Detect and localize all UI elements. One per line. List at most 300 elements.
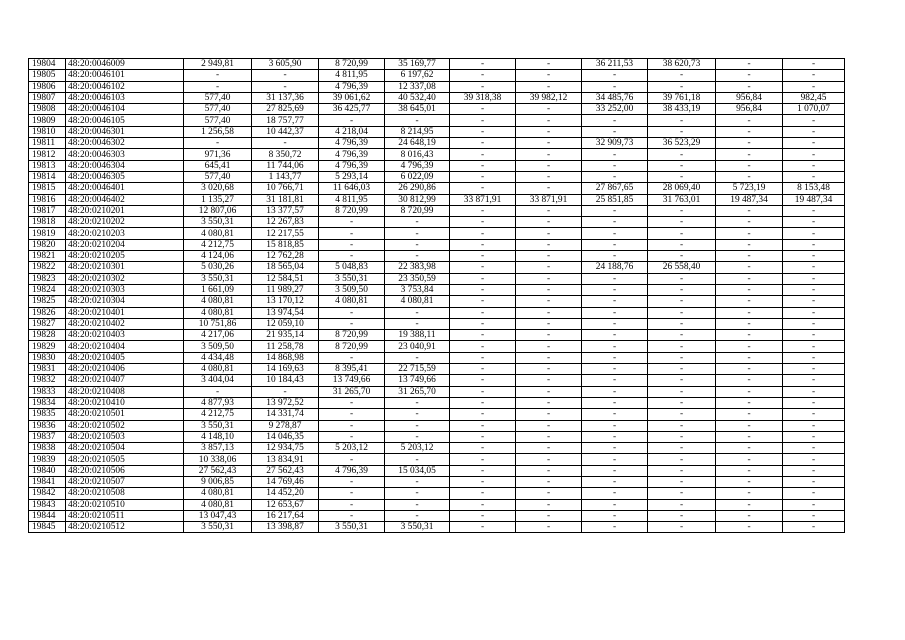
cadastral-code-cell: 48:20:0210406 (66, 364, 184, 375)
value-col-8-cell: - (648, 375, 716, 386)
row-number-cell: 19819 (29, 228, 66, 239)
row-number-cell: 19833 (29, 386, 66, 397)
value-col-1-cell: 1 661,09 (184, 284, 252, 295)
value-col-3-cell: - (319, 228, 385, 239)
row-number-cell: 19840 (29, 465, 66, 476)
table-row (29, 59, 845, 70)
value-col-10-cell: - (783, 352, 845, 363)
value-col-2-cell: 12 584,51 (252, 273, 319, 284)
value-col-8-cell: - (648, 443, 716, 454)
value-col-10-cell: - (783, 149, 845, 160)
value-col-6-cell: - (516, 476, 582, 487)
value-col-1-cell: 9 006,85 (184, 476, 252, 487)
table-row (29, 522, 845, 533)
value-col-3-cell: - (319, 397, 385, 408)
value-col-5-cell: - (450, 70, 516, 81)
value-col-3-cell: 39 061,62 (319, 92, 385, 103)
table-row (29, 364, 845, 375)
row-number-cell: 19832 (29, 375, 66, 386)
value-col-10-cell: - (783, 81, 845, 92)
value-col-8-cell: - (648, 284, 716, 295)
value-col-7-cell: 25 851,85 (582, 194, 648, 205)
value-col-1-cell: 10 751,86 (184, 318, 252, 329)
value-col-6-cell: - (516, 251, 582, 262)
table-row (29, 160, 845, 171)
value-col-4-cell: 8 720,99 (385, 205, 450, 216)
value-col-4-cell: - (385, 431, 450, 442)
value-col-8-cell: 31 763,01 (648, 194, 716, 205)
value-col-1-cell: 1 135,27 (184, 194, 252, 205)
value-col-1-cell: 10 338,06 (184, 454, 252, 465)
value-col-5-cell: - (450, 397, 516, 408)
value-col-3-cell: 4 796,39 (319, 81, 385, 92)
table-row (29, 126, 845, 137)
value-col-3-cell: - (319, 409, 385, 420)
value-col-2-cell: 10 442,37 (252, 126, 319, 137)
value-col-1-cell: 4 080,81 (184, 228, 252, 239)
value-col-2-cell: 13 170,12 (252, 296, 319, 307)
cadastral-code-cell: 48:20:0046401 (66, 183, 184, 194)
row-number-cell: 19841 (29, 476, 66, 487)
value-col-2-cell: 11 989,27 (252, 284, 319, 295)
value-col-1-cell: 5 030,26 (184, 262, 252, 273)
table-row (29, 307, 845, 318)
value-col-7-cell: 34 485,76 (582, 92, 648, 103)
row-number-cell: 19824 (29, 284, 66, 295)
value-col-6-cell: - (516, 104, 582, 115)
value-col-7-cell: - (582, 239, 648, 250)
value-col-3-cell: 8 720,99 (319, 341, 385, 352)
cadastral-code-cell: 48:20:0210505 (66, 454, 184, 465)
value-col-3-cell: - (319, 431, 385, 442)
value-col-9-cell: - (716, 205, 783, 216)
value-col-8-cell: - (648, 228, 716, 239)
value-col-5-cell: - (450, 205, 516, 216)
value-col-9-cell: - (716, 318, 783, 329)
cadastral-code-cell: 48:20:0210303 (66, 284, 184, 295)
value-col-5-cell: 39 318,38 (450, 92, 516, 103)
table-body (29, 59, 845, 533)
row-number-cell: 19814 (29, 171, 66, 182)
value-col-1-cell: 12 807,06 (184, 205, 252, 216)
value-col-4-cell: 12 337,08 (385, 81, 450, 92)
cadastral-code-cell: 48:20:0210508 (66, 488, 184, 499)
value-col-6-cell: - (516, 296, 582, 307)
cadastral-code-cell: 48:20:0210304 (66, 296, 184, 307)
row-number-cell: 19839 (29, 454, 66, 465)
row-number-cell: 19805 (29, 70, 66, 81)
value-col-7-cell: - (582, 510, 648, 521)
value-col-9-cell: - (716, 217, 783, 228)
row-number-cell: 19838 (29, 443, 66, 454)
value-col-1-cell: 3 550,31 (184, 217, 252, 228)
value-col-6-cell: 39 982,12 (516, 92, 582, 103)
value-col-8-cell: - (648, 352, 716, 363)
table-row (29, 183, 845, 194)
row-number-cell: 19820 (29, 239, 66, 250)
value-col-4-cell: 26 290,86 (385, 183, 450, 194)
value-col-3-cell: 4 796,39 (319, 160, 385, 171)
value-col-10-cell: 8 153,48 (783, 183, 845, 194)
value-col-10-cell: - (783, 454, 845, 465)
value-col-1-cell: 4 080,81 (184, 296, 252, 307)
value-col-7-cell: - (582, 318, 648, 329)
value-col-1-cell: 4 212,75 (184, 409, 252, 420)
row-number-cell: 19843 (29, 499, 66, 510)
value-col-8-cell: - (648, 115, 716, 126)
value-col-8-cell: - (648, 409, 716, 420)
value-col-4-cell: 4 080,81 (385, 296, 450, 307)
cadastral-code-cell: 48:20:0210405 (66, 352, 184, 363)
value-col-6-cell: - (516, 454, 582, 465)
table-row (29, 476, 845, 487)
table-row (29, 341, 845, 352)
value-col-4-cell: 22 383,98 (385, 262, 450, 273)
value-col-9-cell: - (716, 284, 783, 295)
value-col-3-cell: 5 293,14 (319, 171, 385, 182)
row-number-cell: 19823 (29, 273, 66, 284)
value-col-4-cell: - (385, 476, 450, 487)
value-col-9-cell: - (716, 307, 783, 318)
value-col-2-cell: 11 258,78 (252, 341, 319, 352)
value-col-8-cell: - (648, 431, 716, 442)
value-col-10-cell: - (783, 510, 845, 521)
cadastral-code-cell: 48:20:0210205 (66, 251, 184, 262)
value-col-3-cell: 13 749,66 (319, 375, 385, 386)
value-col-6-cell: - (516, 443, 582, 454)
value-col-7-cell: - (582, 330, 648, 341)
value-col-9-cell: - (716, 160, 783, 171)
value-col-4-cell: 23 040,91 (385, 341, 450, 352)
value-col-2-cell: 3 605,90 (252, 59, 319, 70)
value-col-7-cell: - (582, 115, 648, 126)
value-col-7-cell: - (582, 341, 648, 352)
value-col-8-cell: - (648, 296, 716, 307)
cadastral-code-cell: 48:20:0210502 (66, 420, 184, 431)
value-col-2-cell: 31 137,36 (252, 92, 319, 103)
value-col-7-cell: - (582, 296, 648, 307)
value-col-2-cell: 12 653,67 (252, 499, 319, 510)
cadastral-code-cell: 48:20:0210402 (66, 318, 184, 329)
value-col-4-cell: 40 532,40 (385, 92, 450, 103)
value-col-8-cell: 38 620,73 (648, 59, 716, 70)
value-col-8-cell: - (648, 386, 716, 397)
value-col-6-cell: - (516, 386, 582, 397)
value-col-2-cell: 12 267,83 (252, 217, 319, 228)
value-col-3-cell: - (319, 476, 385, 487)
value-col-2-cell: 27 825,69 (252, 104, 319, 115)
value-col-5-cell: - (450, 443, 516, 454)
value-col-10-cell: - (783, 59, 845, 70)
value-col-2-cell: 18 565,04 (252, 262, 319, 273)
value-col-3-cell: 4 796,39 (319, 149, 385, 160)
value-col-7-cell: 32 909,73 (582, 138, 648, 149)
value-col-3-cell: - (319, 251, 385, 262)
value-col-6-cell: - (516, 273, 582, 284)
value-col-2-cell: 12 934,75 (252, 443, 319, 454)
value-col-1-cell: 3 404,04 (184, 375, 252, 386)
value-col-1-cell: 4 877,93 (184, 397, 252, 408)
value-col-5-cell: - (450, 171, 516, 182)
value-col-4-cell: 13 749,66 (385, 375, 450, 386)
value-col-6-cell: - (516, 499, 582, 510)
value-col-4-cell: 8 214,95 (385, 126, 450, 137)
value-col-2-cell: 16 217,64 (252, 510, 319, 521)
value-col-7-cell: 27 867,65 (582, 183, 648, 194)
value-col-9-cell: - (716, 499, 783, 510)
value-col-8-cell: - (648, 499, 716, 510)
value-col-10-cell: - (783, 318, 845, 329)
row-number-cell: 19828 (29, 330, 66, 341)
value-col-6-cell: - (516, 262, 582, 273)
table-row (29, 431, 845, 442)
value-col-1-cell: 3 550,31 (184, 273, 252, 284)
value-col-8-cell: 26 558,40 (648, 262, 716, 273)
value-col-8-cell: - (648, 522, 716, 533)
table-row (29, 499, 845, 510)
value-col-9-cell: - (716, 510, 783, 521)
value-col-3-cell: - (319, 352, 385, 363)
cadastral-code-cell: 48:20:0210410 (66, 397, 184, 408)
table-row (29, 488, 845, 499)
value-col-9-cell: - (716, 70, 783, 81)
value-col-3-cell: - (319, 420, 385, 431)
value-col-7-cell: 36 211,53 (582, 59, 648, 70)
row-number-cell: 19826 (29, 307, 66, 318)
value-col-2-cell: 13 377,57 (252, 205, 319, 216)
value-col-10-cell: - (783, 443, 845, 454)
value-col-6-cell: - (516, 352, 582, 363)
value-col-3-cell: - (319, 115, 385, 126)
value-col-3-cell: 4 218,04 (319, 126, 385, 137)
value-col-7-cell: - (582, 284, 648, 295)
value-col-7-cell: 33 252,00 (582, 104, 648, 115)
value-col-9-cell: - (716, 171, 783, 182)
row-number-cell: 19830 (29, 352, 66, 363)
value-col-1-cell: 2 949,81 (184, 59, 252, 70)
row-number-cell: 19809 (29, 115, 66, 126)
row-number-cell: 19808 (29, 104, 66, 115)
value-col-2-cell: 12 762,28 (252, 251, 319, 262)
value-col-9-cell: - (716, 251, 783, 262)
value-col-9-cell: - (716, 364, 783, 375)
table-row (29, 251, 845, 262)
value-col-8-cell: - (648, 476, 716, 487)
value-col-5-cell: - (450, 307, 516, 318)
value-col-8-cell: - (648, 510, 716, 521)
value-col-6-cell: - (516, 307, 582, 318)
value-col-5-cell: - (450, 375, 516, 386)
cadastral-code-cell: 48:20:0210510 (66, 499, 184, 510)
value-col-2-cell: 14 452,20 (252, 488, 319, 499)
value-col-2-cell: 14 169,63 (252, 364, 319, 375)
cadastral-code-cell: 48:20:0046104 (66, 104, 184, 115)
value-col-4-cell: - (385, 239, 450, 250)
value-col-5-cell: - (450, 296, 516, 307)
value-col-7-cell: - (582, 149, 648, 160)
value-col-5-cell: - (450, 104, 516, 115)
value-col-5-cell: - (450, 183, 516, 194)
value-col-6-cell: - (516, 431, 582, 442)
value-col-2-cell: 18 757,77 (252, 115, 319, 126)
value-col-4-cell: - (385, 409, 450, 420)
value-col-7-cell: - (582, 522, 648, 533)
row-number-cell: 19844 (29, 510, 66, 521)
value-col-9-cell: - (716, 239, 783, 250)
cadastral-code-cell: 48:20:0046009 (66, 59, 184, 70)
value-col-6-cell: - (516, 59, 582, 70)
value-col-1-cell: 3 020,68 (184, 183, 252, 194)
value-col-10-cell: - (783, 262, 845, 273)
row-number-cell: 19811 (29, 138, 66, 149)
value-col-6-cell: - (516, 465, 582, 476)
row-number-cell: 19827 (29, 318, 66, 329)
value-col-9-cell: - (716, 522, 783, 533)
value-col-4-cell: - (385, 352, 450, 363)
value-col-9-cell: - (716, 296, 783, 307)
value-col-10-cell: - (783, 251, 845, 262)
value-col-5-cell: - (450, 217, 516, 228)
value-col-3-cell: 5 048,83 (319, 262, 385, 273)
value-col-9-cell: - (716, 431, 783, 442)
cadastral-code-cell: 48:20:0210204 (66, 239, 184, 250)
value-col-6-cell: - (516, 138, 582, 149)
value-col-2-cell: 9 278,87 (252, 420, 319, 431)
value-col-1-cell: 577,40 (184, 104, 252, 115)
value-col-8-cell: - (648, 330, 716, 341)
value-col-10-cell: - (783, 499, 845, 510)
value-col-9-cell: - (716, 115, 783, 126)
value-col-9-cell: - (716, 262, 783, 273)
value-col-8-cell: - (648, 239, 716, 250)
value-col-9-cell: - (716, 375, 783, 386)
table-row (29, 273, 845, 284)
row-number-cell: 19834 (29, 397, 66, 408)
cadastral-code-cell: 48:20:0046103 (66, 92, 184, 103)
value-col-2-cell: 31 181,81 (252, 194, 319, 205)
value-col-6-cell: - (516, 239, 582, 250)
value-col-5-cell: - (450, 465, 516, 476)
value-col-3-cell: - (319, 239, 385, 250)
value-col-2-cell: 13 974,54 (252, 307, 319, 318)
value-col-3-cell: 8 395,41 (319, 364, 385, 375)
value-col-9-cell: - (716, 273, 783, 284)
value-col-10-cell: - (783, 284, 845, 295)
row-number-cell: 19804 (29, 59, 66, 70)
value-col-8-cell: 38 433,19 (648, 104, 716, 115)
value-col-2-cell: 14 868,98 (252, 352, 319, 363)
value-col-3-cell: 11 646,03 (319, 183, 385, 194)
value-col-3-cell: 4 796,39 (319, 465, 385, 476)
value-col-6-cell: - (516, 160, 582, 171)
table-row (29, 465, 845, 476)
value-col-1-cell: 577,40 (184, 115, 252, 126)
value-col-10-cell: - (783, 522, 845, 533)
value-col-4-cell: 23 350,59 (385, 273, 450, 284)
cadastral-code-cell: 48:20:0210501 (66, 409, 184, 420)
value-col-6-cell: - (516, 70, 582, 81)
value-col-6-cell: - (516, 115, 582, 126)
value-col-8-cell: - (648, 420, 716, 431)
value-col-2-cell: 11 744,06 (252, 160, 319, 171)
table-row (29, 217, 845, 228)
value-col-1-cell: 27 562,43 (184, 465, 252, 476)
table-row (29, 318, 845, 329)
value-col-5-cell: - (450, 330, 516, 341)
value-col-2-cell: - (252, 70, 319, 81)
value-col-8-cell: - (648, 205, 716, 216)
value-col-9-cell: - (716, 409, 783, 420)
value-col-8-cell: - (648, 251, 716, 262)
value-col-4-cell: 31 265,70 (385, 386, 450, 397)
table-row (29, 138, 845, 149)
value-col-2-cell: 12 217,55 (252, 228, 319, 239)
cadastral-code-cell: 48:20:0210301 (66, 262, 184, 273)
value-col-5-cell: - (450, 364, 516, 375)
value-col-8-cell: 39 761,18 (648, 92, 716, 103)
value-col-6-cell: - (516, 81, 582, 92)
value-col-8-cell: - (648, 341, 716, 352)
row-number-cell: 19806 (29, 81, 66, 92)
cadastral-code-cell: 48:20:0210511 (66, 510, 184, 521)
value-col-8-cell: - (648, 70, 716, 81)
table-row (29, 171, 845, 182)
value-col-6-cell: - (516, 397, 582, 408)
value-col-7-cell: - (582, 364, 648, 375)
cadastral-code-cell: 48:20:0046301 (66, 126, 184, 137)
table-row (29, 104, 845, 115)
table-row (29, 397, 845, 408)
value-col-7-cell: - (582, 420, 648, 431)
row-number-cell: 19816 (29, 194, 66, 205)
value-col-10-cell: - (783, 138, 845, 149)
value-col-9-cell: - (716, 352, 783, 363)
cadastral-code-cell: 48:20:0046101 (66, 70, 184, 81)
data-table-sheet (28, 58, 845, 533)
value-col-6-cell: - (516, 364, 582, 375)
value-col-3-cell: - (319, 499, 385, 510)
value-col-10-cell: 19 487,34 (783, 194, 845, 205)
value-col-1-cell: - (184, 81, 252, 92)
value-col-10-cell: - (783, 239, 845, 250)
value-col-1-cell: 1 256,58 (184, 126, 252, 137)
value-col-5-cell: - (450, 262, 516, 273)
value-col-1-cell: 4 148,10 (184, 431, 252, 442)
value-col-10-cell: - (783, 420, 845, 431)
value-col-5-cell: - (450, 454, 516, 465)
value-col-7-cell: - (582, 70, 648, 81)
value-col-3-cell: 4 796,39 (319, 138, 385, 149)
value-col-9-cell: 956,84 (716, 92, 783, 103)
cadastral-code-cell: 48:20:0210407 (66, 375, 184, 386)
row-number-cell: 19818 (29, 217, 66, 228)
cadastral-code-cell: 48:20:0210503 (66, 431, 184, 442)
value-col-3-cell: - (319, 510, 385, 521)
value-col-9-cell: - (716, 420, 783, 431)
value-col-4-cell: 35 169,77 (385, 59, 450, 70)
value-col-2-cell: 14 769,46 (252, 476, 319, 487)
table-row (29, 454, 845, 465)
value-col-5-cell: - (450, 284, 516, 295)
value-col-1-cell: 4 080,81 (184, 364, 252, 375)
value-col-7-cell: - (582, 352, 648, 363)
value-col-3-cell: - (319, 217, 385, 228)
value-col-5-cell: - (450, 228, 516, 239)
value-col-5-cell: - (450, 431, 516, 442)
table-row (29, 149, 845, 160)
value-col-10-cell: - (783, 330, 845, 341)
value-col-2-cell: - (252, 386, 319, 397)
